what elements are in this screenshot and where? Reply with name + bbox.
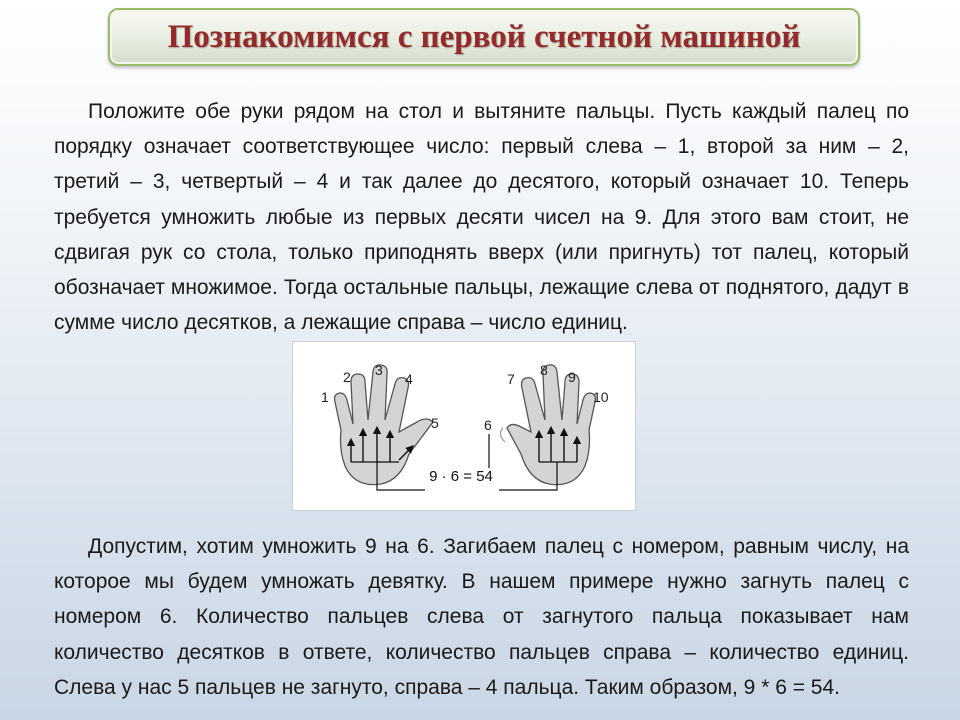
right-hand xyxy=(507,365,595,485)
example-paragraph: Допустим, хотим умножить 9 на 6. Загибаем палец с номером, равным числу, на которое мы будем умножать девятку. В нашем примере нужно загнуть палец с номером 6. Количество пальцев слева от загнутого пальца показывает нам количество десятков в ответе, количество пальцев справа – количество единиц. Слева у нас 5 пальцев не загнуто, справа – 4 пальца. Таким образом, 9 * 6 = 54. xyxy=(54,535,909,699)
bent-finger-six xyxy=(500,428,505,442)
finger-label: 4 xyxy=(405,371,413,387)
hands-illustration xyxy=(293,342,635,510)
finger-label: 5 xyxy=(431,415,439,431)
finger-label: 8 xyxy=(540,362,548,378)
equation-label: 9 · 6 = 54 xyxy=(429,468,493,485)
intro-paragraph: Положите обе руки рядом на стол и вытяните пальцы. Пусть каждый палец по порядку означает соответствующее число: первый слева – 1, второй за ним – 2, третий – 3, четвертый – 4 и так далее до десятого, который означает 10. Теперь требуется умножить любые из первых десяти чисел на 9. Для этого вам стоит, не сдвигая рук со стола, только приподнять вверх (или пригнуть) тот палец, который обозначает множимое. Тогда остальные пальцы, лежащие слева от поднятого, дадут в сумме число десятков, а лежащие справа – число единиц. xyxy=(54,100,909,335)
slide-title: Познакомимся с первой счетной машиной xyxy=(167,18,801,55)
finger-label: 2 xyxy=(343,369,351,385)
finger-label: 7 xyxy=(507,371,515,387)
hands-figure xyxy=(292,341,636,511)
finger-label: 10 xyxy=(593,389,609,405)
finger-label: 9 xyxy=(568,369,576,385)
finger-label: 1 xyxy=(321,389,329,405)
finger-label: 3 xyxy=(375,362,383,378)
finger-label: 6 xyxy=(484,417,492,433)
title-box xyxy=(108,8,860,66)
